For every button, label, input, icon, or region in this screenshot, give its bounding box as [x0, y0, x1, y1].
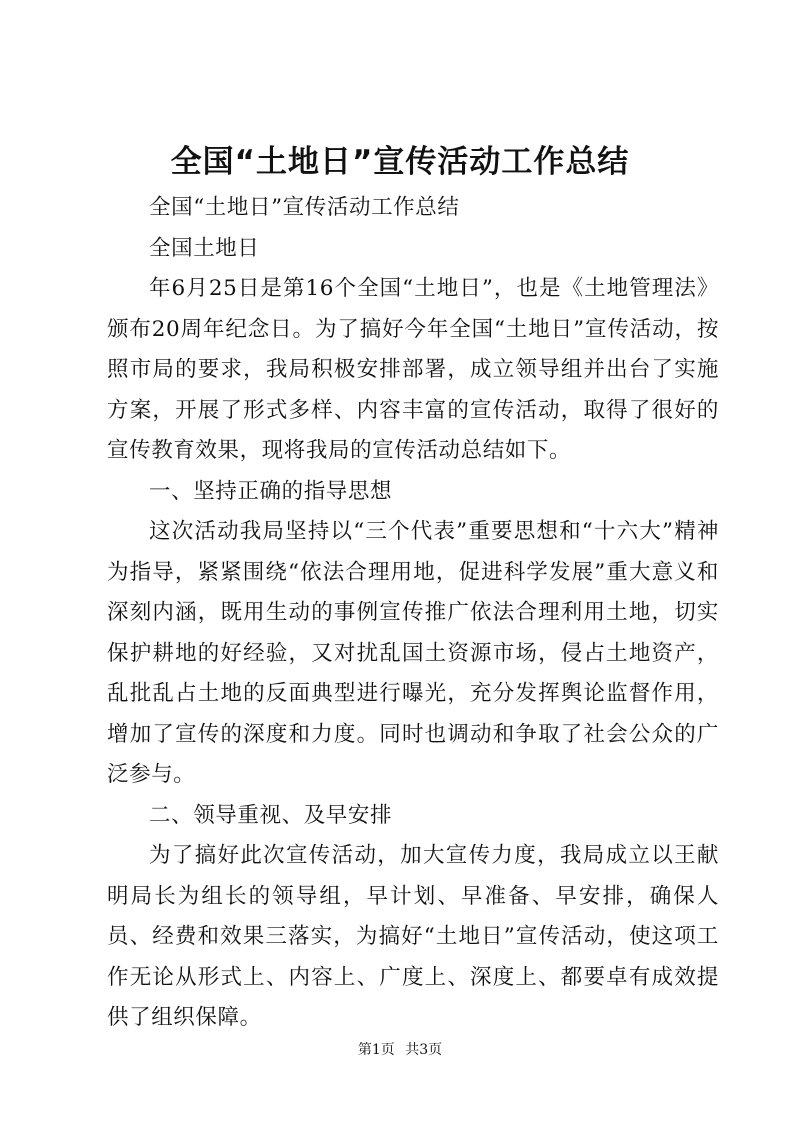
page-total: 共3页: [405, 1042, 443, 1058]
document-body: [107, 188, 719, 1039]
page-number: 第1页: [357, 1042, 395, 1058]
paragraph-section-2: 为了搞好此次宣传活动，加大宣传力度，我局成立以王献明局长为组长的领导组，早计划、早准备、早安排，确保人员、经费和效果三落实，为搞好“土地日”宣传活动，使这项工作无论从形式上、内容上、广度上、深度上、都要卓有成效提供了组织保障。: [107, 843, 719, 1030]
document-title: 全国“土地日”宣传活动工作总结: [170, 144, 630, 180]
paragraph-section-1: 这次活动我局坚持以“三个代表”重要思想和“十六大”精神为指导，紧紧围绕“依法合理用地，促进科学发展”重大意义和深刻内涵，既用生动的事例宣传推广依法合理利用土地，切实保护耕地的好经验，又对扰乱国土资源市场，侵占土地资产，乱批乱占土地的反面典型进行曝光，充分发挥舆论监督作用，增加了宣传的深度和力度。同时也调动和争取了社会公众的广泛参与。: [107, 519, 719, 787]
section-heading-2: 二、领导重视、及早安排: [149, 802, 393, 828]
page-footer: [0, 1040, 800, 1060]
paragraph-heading-land-day: 全国土地日: [149, 235, 260, 261]
paragraph-subtitle: 全国“土地日”宣传活动工作总结: [149, 195, 460, 220]
section-heading-1: 一、坚持正确的指导思想: [149, 478, 393, 504]
paragraph-intro: 年6月25日是第16个全国“土地日”，也是《土地管理法》颁布20周年纪念日。为了搞好今年全国“土地日”宣传活动，按照市局的要求，我局积极安排部署，成立领导组并出台了实施方案，开展了形式多样、内容丰富的宣传活动，取得了很好的宣传教育效果，现将我局的宣传活动总结如下。: [107, 276, 719, 463]
